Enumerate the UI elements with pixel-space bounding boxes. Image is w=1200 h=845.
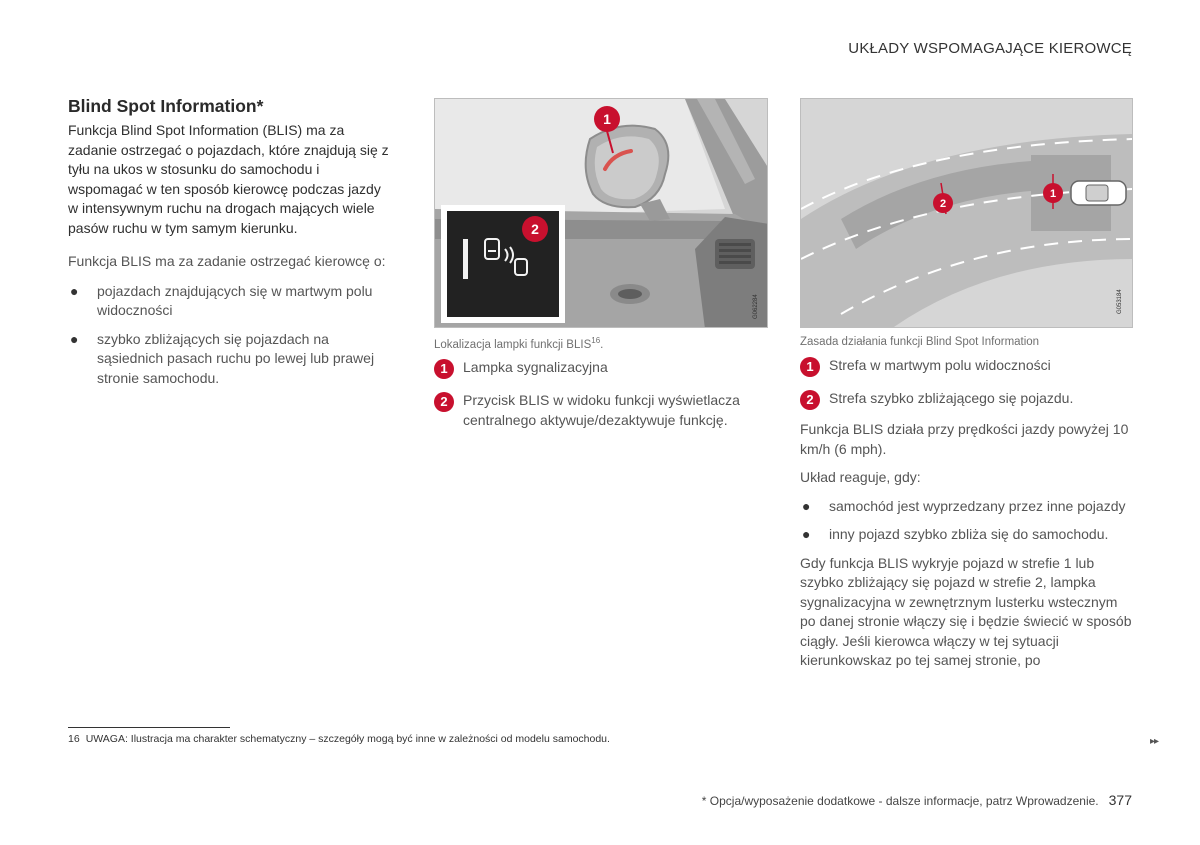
list-item: ● samochód jest wyprzedzany przez inne pojazdy [800, 497, 1133, 517]
number-badge: 2 [434, 392, 454, 412]
image-code: G062284 [753, 294, 759, 319]
road-zones-illustration [801, 99, 1133, 328]
image-code: G053184 [1117, 289, 1123, 314]
blis-lamp-location-figure [434, 98, 768, 328]
option-note: * Opcja/wyposażenie dodatkowe - dalsze informacje, patrz Wprowadzenie. [701, 794, 1099, 808]
speed-paragraph: Funkcja BLIS działa przy prędkości jazdy powyżej 10 km/h (6 mph). [800, 421, 1129, 457]
blis-principle-figure [800, 98, 1133, 328]
legend-item: 2 Strefa szybko zbliżającego się pojazdu. [800, 389, 1133, 410]
zone-2-callout: 2 [939, 198, 947, 210]
legend-item: 2 Przycisk BLIS w widoku funkcji wyświetlacza centralnego aktywuje/dezaktywuje funkcję. [434, 391, 768, 430]
figure2-caption: Zasada działania funkcji Blind Spot Information [800, 336, 1040, 348]
intro-column [68, 96, 394, 397]
section-title: Blind Spot Information* [68, 96, 264, 116]
next-page-arrow-icon: ▸▸ [1150, 736, 1159, 747]
reaction-intro: Układ reaguje, gdy: [800, 469, 921, 485]
intro-paragraph: Funkcja Blind Spot Information (BLIS) ma za zadanie ostrzegać o pojazdach, które znajdują się z tyłu na ukos w stosunku do samochodu i wspomagać w ten sposób kierowcę podczas jazdy w intensywnym ruchu na drogach mających wiele pasów ruchu w tym samym kierunku. [68, 122, 389, 236]
bullet-icon: ● [802, 497, 811, 514]
car-interior-illustration [435, 99, 768, 328]
number-badge: 1 [800, 357, 820, 377]
page-number: 377 [1108, 792, 1132, 808]
footnote-divider [68, 727, 230, 728]
warning-list [68, 282, 394, 389]
number-badge: 1 [434, 359, 454, 379]
bullet-icon: ● [70, 330, 79, 347]
callout-2-label: 2 [531, 221, 539, 237]
list-item: ● inny pojazd szybko zbliża się do samochodu. [800, 525, 1133, 545]
legend-item: 1 Lampka sygnalizacyjna [434, 358, 768, 379]
page-footer [702, 792, 1132, 808]
number-badge: 2 [800, 390, 820, 410]
footnote: 16 UWAGA: Ilustracja ma charakter schematyczny – szczegóły mogą być inne w zależności od modelu samochodu. [68, 733, 610, 745]
callout-1-label: 1 [603, 111, 611, 127]
legend-item: 1 Strefa w martwym polu widoczności [800, 356, 1133, 377]
figure1-caption: Lokalizacja lampki funkcji BLIS$^{16}$. [434, 336, 604, 351]
car-icon [1071, 181, 1126, 205]
zone-1-callout: 1 [1049, 188, 1057, 200]
list-item: ● pojazdach znajdujących się w martwym polu widoczności [70, 282, 373, 318]
lamp-behavior-paragraph: Gdy funkcja BLIS wykryje pojazd w strefie 1 lub szybko zbliżający się pojazd w strefie 2, lampka sygnalizacyjna w zewnętrznym lusterku wstecznym po danej stronie włączy się i będzie świecić w sposób ciągły. Jeśli kierowca włączy w tej sytuacji kierunkowskaz po tej samej stronie, po [800, 554, 1132, 668]
warning-intro-paragraph: Funkcja BLIS ma za zadanie ostrzegać kierowcę o: [68, 253, 386, 269]
function-details-column [800, 420, 1133, 680]
bullet-icon: ● [802, 526, 811, 542]
list-item: ● szybko zbliżających się pojazdach na sąsiednich pasach ruchu po lewej lub prawej stronie samochodu. [70, 330, 375, 386]
section-header: UKŁADY WSPOMAGAJĄCE KIEROWCĘ [848, 40, 1132, 57]
bullet-icon: ● [70, 282, 79, 299]
reaction-list [800, 497, 1133, 545]
